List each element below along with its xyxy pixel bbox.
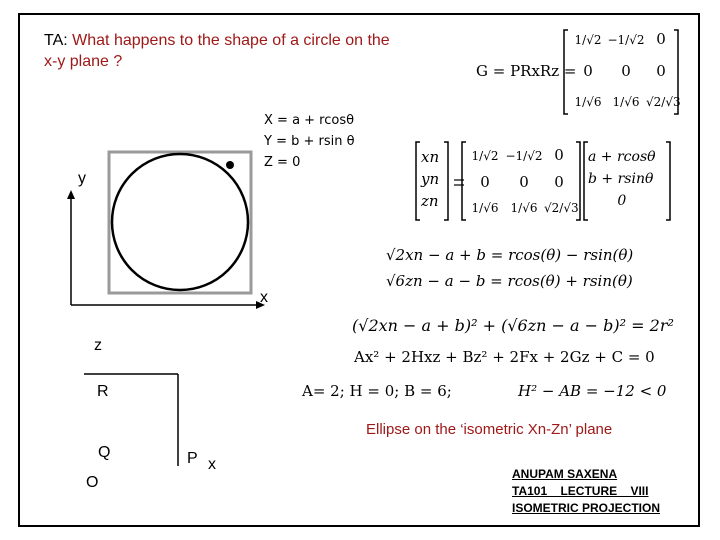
vec-row-1: a + rcosθ bbox=[588, 149, 656, 165]
g-r1c3: 0 bbox=[656, 30, 666, 48]
point-p: P bbox=[187, 450, 198, 467]
y-axis-arrow bbox=[67, 190, 75, 199]
equation-1: √2xn − a + b = rcos(θ) − rsin(θ) bbox=[386, 246, 634, 264]
equation-3: (√2xn − a + b)² + (√6zn − a − b)² = 2r² bbox=[352, 316, 674, 335]
ellipse-caption: Ellipse on the ‘isometric Xn-Zn’ plane bbox=[366, 421, 613, 438]
credit-topic: ISOMETRIC PROJECTION bbox=[512, 501, 661, 515]
param-z: Z = 0 bbox=[264, 155, 301, 170]
p-r2c1: 0 bbox=[480, 173, 490, 191]
g-r2c1: 0 bbox=[583, 62, 593, 80]
param-x: X = a + rcosθ bbox=[264, 113, 355, 128]
p-r3c1: 1/√6 bbox=[471, 201, 499, 215]
equation-4: Ax² + 2Hxz + Bz² + 2Fx + 2Gz + C = 0 bbox=[354, 348, 655, 366]
g-r3c1: 1/√6 bbox=[574, 95, 602, 109]
circle-point bbox=[226, 161, 234, 169]
vec-row-2: b + rsinθ bbox=[588, 171, 654, 187]
bounding-square bbox=[109, 152, 251, 293]
g-r3c3: √2/√3 bbox=[646, 95, 681, 109]
lhs-xn: xn bbox=[421, 148, 440, 166]
p-r1c1: 1/√2 bbox=[471, 149, 499, 163]
equation-5a: A= 2; H = 0; B = 6; bbox=[302, 382, 452, 400]
rhs-vector bbox=[588, 146, 656, 212]
g-r1c2: −1/√2 bbox=[607, 33, 645, 47]
p-r1c3: 0 bbox=[554, 146, 564, 164]
vec-right-bracket bbox=[666, 142, 670, 220]
g-left-bracket bbox=[564, 30, 568, 114]
x-axis-label: x bbox=[260, 289, 268, 306]
lhs-zn: zn bbox=[421, 192, 439, 210]
g-r3c2: 1/√6 bbox=[612, 95, 640, 109]
x-label-lower: x bbox=[208, 456, 216, 473]
title-question: What happens to the shape of a circle on the x-y plane ? bbox=[44, 32, 390, 70]
title-prefix: TA: bbox=[44, 32, 73, 49]
credit-block bbox=[512, 466, 684, 517]
p-r1c2: −1/√2 bbox=[505, 149, 543, 163]
vec-row-3: 0 bbox=[617, 193, 627, 209]
g-r1c1: 1/√2 bbox=[574, 33, 602, 47]
g-matrix-label: G = PRxRz = bbox=[476, 62, 577, 80]
equation-2: √6zn − a − b = rcos(θ) + rsin(θ) bbox=[386, 272, 633, 290]
circle bbox=[112, 154, 248, 290]
circle-diagram bbox=[60, 140, 270, 310]
credit-author: ANUPAM SAXENA bbox=[512, 467, 618, 481]
point-q: Q bbox=[98, 444, 111, 461]
p-r2c3: 0 bbox=[554, 173, 564, 191]
point-r: R bbox=[97, 383, 109, 400]
slide-title bbox=[44, 30, 404, 72]
lhs-yn: yn bbox=[421, 170, 440, 188]
g-row-2 bbox=[570, 62, 676, 80]
lhs-vector bbox=[421, 146, 447, 212]
z-axis-label: z bbox=[94, 337, 102, 354]
p-r3c3: √2/√3 bbox=[544, 201, 579, 215]
p-r2c2: 0 bbox=[519, 173, 529, 191]
g-row-3 bbox=[570, 92, 681, 110]
projection-matrix bbox=[466, 142, 579, 221]
lhs-left-bracket bbox=[416, 142, 420, 220]
param-y: Y = b + rsin θ bbox=[264, 134, 355, 149]
credit-course: TA101 LECTURE VIII bbox=[512, 484, 649, 498]
y-axis-label: y bbox=[78, 170, 86, 187]
point-o: O bbox=[86, 474, 99, 491]
equation-5b: H² − AB = −12 < 0 bbox=[518, 382, 667, 400]
g-r2c3: 0 bbox=[656, 62, 666, 80]
g-r2c2: 0 bbox=[621, 62, 631, 80]
p-r3c2: 1/√6 bbox=[510, 201, 538, 215]
g-row-1 bbox=[570, 30, 676, 48]
